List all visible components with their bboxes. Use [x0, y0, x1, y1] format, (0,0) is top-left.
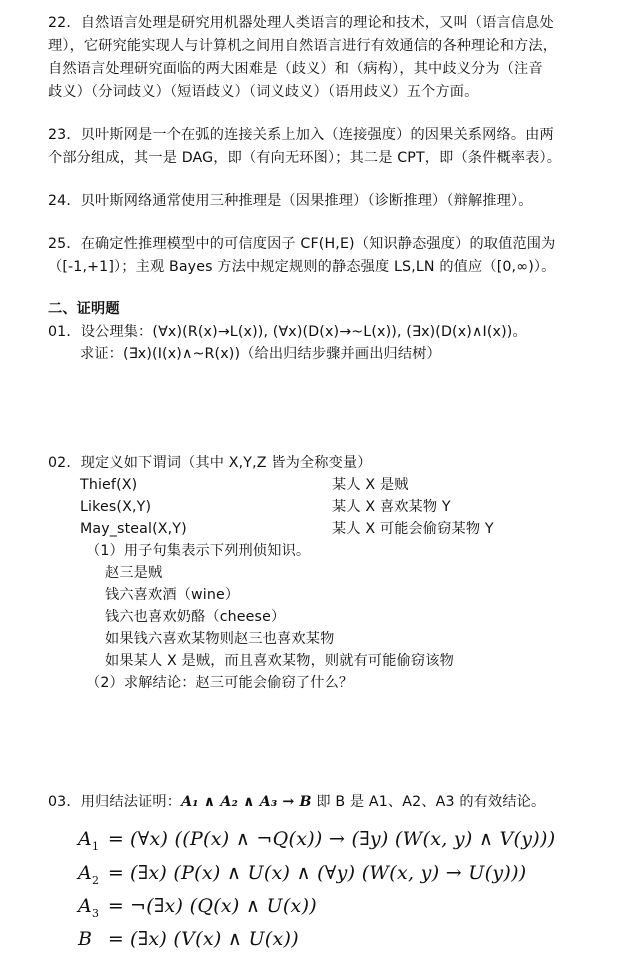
p02-part-2: （2）求解结论：赵三可能会偷窃了什么？ [86, 675, 354, 691]
equation-rhs: (∃x) (P(x) ∧ U(x) ∧ (∀y) (W(x, y) → U(y))) [130, 862, 527, 884]
p02-def-meaning: 某人 X 可能会偷窃某物 Y [332, 521, 494, 537]
p01-line-2: 求证：(∃x)(I(x)∧~R(x))（给出归结步骤并画出归结树） [80, 346, 441, 362]
equation-lhs: $A_2$ [78, 862, 100, 887]
p01-line-1: 01．设公理集：(∀x)(R(x)→L(x)), (∀x)(D(x)→~L(x)), (∃x)(D(x)∧I(x))。 [48, 324, 527, 340]
equation-a3 [78, 893, 317, 927]
section-title: 二、证明题 [48, 301, 120, 317]
equation-rhs: (∀x) ((P(x) ∧ ¬Q(x)) → (∃y) (W(x, y) ∧ V(y))) [130, 828, 556, 850]
p02-def-row [80, 474, 409, 496]
q25-line-1: 25．在确定性推理模型中的可信度因子 CF(H,E)（知识静态强度）的取值范围为 [48, 236, 556, 252]
p02-fact: 钱六喜欢酒（wine） [105, 587, 240, 603]
q22-line-1: 22．自然语言处理是研究用机器处理人类语言的理论和技术，又叫（语言信息处 [48, 15, 554, 31]
p02-def-pred: Thief(X) [80, 477, 138, 493]
equation-rhs: ¬(∃x) (Q(x) ∧ U(x)) [130, 895, 317, 917]
p02-fact: 如果钱六喜欢某物则赵三也喜欢某物 [105, 631, 335, 647]
q22-line-3: 自然语言处理研究面临的两大困难是（歧义）和（病构），其中歧义分为（注音 [48, 61, 543, 77]
p02-def-row [80, 496, 451, 518]
equation-rhs: (∃x) (V(x) ∧ U(x)) [130, 928, 299, 950]
equals-sign: = [107, 895, 125, 917]
equation-b [78, 926, 299, 960]
p02-fact: 赵三是贼 [105, 565, 163, 581]
q25-line-2: （[-1,+1]）；主观 Bayes 方法中规定规则的静态强度 LS,LN 的值应（[0,∞)）。 [48, 259, 556, 275]
p03-intro-suffix: 即 B 是 A1、A2、A3 的有效结论。 [311, 794, 546, 810]
p02-intro: 02．现定义如下谓词（其中 X,Y,Z 皆为全称变量） [48, 455, 372, 471]
equation-a2 [78, 860, 527, 894]
q24-line-1: 24．贝叶斯网络通常使用三种推理是（因果推理）（诊断推理）（辩解推理）。 [48, 193, 533, 209]
equation-lhs: B [78, 928, 93, 950]
equation-lhs: $A_3$ [78, 895, 100, 920]
p02-fact: 如果某人 X 是贼，而且喜欢某物，则就有可能偷窃该物 [105, 653, 454, 669]
p02-def-pred: Likes(X,Y) [80, 499, 152, 515]
p02-def-meaning: 某人 X 喜欢某物 Y [332, 499, 451, 515]
p03-intro [48, 791, 545, 813]
p03-intro-formula: A₁ ∧ A₂ ∧ A₃ → B [181, 794, 312, 810]
p02-fact: 钱六也喜欢奶酪（cheese） [105, 609, 286, 625]
q22-line-2: 理），它研究能实现人与计算机之间用自然语言进行有效通信的各种理论和方法， [48, 38, 558, 54]
equals-sign: = [107, 862, 125, 884]
p02-def-row [80, 518, 494, 540]
q23-line-2: 个部分组成，其一是 DAG，即（有向无环图）；其二是 CPT，即（条件概率表）。 [48, 150, 562, 166]
equation-lhs: $A_1$ [78, 828, 100, 853]
equals-sign: = [107, 928, 125, 950]
q23-line-1: 23．贝叶斯网是一个在弧的连接关系上加入（连接强度）的因果关系网络。由两 [48, 127, 554, 143]
p02-def-pred: May_steal(X,Y) [80, 521, 187, 537]
q22-line-4: 歧义）（分词歧义）（短语歧义）（词义歧义）（语用歧义）五个方面。 [48, 84, 479, 100]
p03-intro-prefix: 03．用归结法证明： [48, 794, 182, 810]
p02-part-1: （1）用子句集表示下列刑侦知识。 [86, 543, 311, 559]
equation-a1 [78, 826, 555, 860]
p02-def-meaning: 某人 X 是贼 [332, 477, 409, 493]
equals-sign: = [107, 828, 125, 850]
